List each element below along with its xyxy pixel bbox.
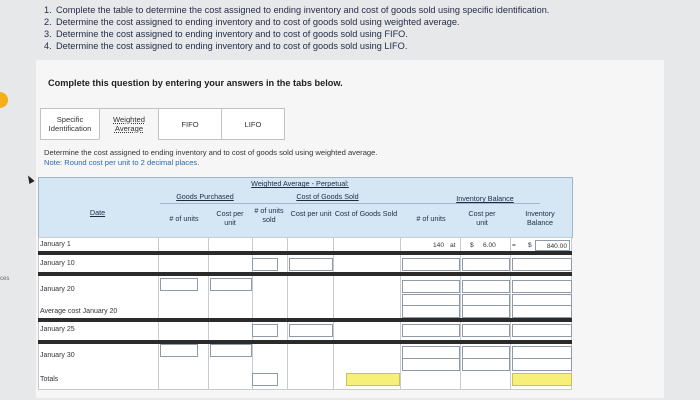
instruction-text: Determine the cost assigned to ending inventory and to cost of goods sold using weighted average.	[44, 148, 378, 157]
separator-bar	[38, 340, 572, 344]
instruction-3: 3. Determine the cost assigned to ending inventory and to cost of goods sold using FIFO.	[44, 29, 408, 39]
input-jan10-units-sold[interactable]	[252, 258, 278, 271]
input-jan30-units[interactable]	[160, 344, 198, 357]
instruction-4: 4. Determine the cost assigned to ending inventory and to cost of goods sold using LIFO.	[44, 41, 408, 51]
input-jan20-cost[interactable]	[210, 278, 252, 291]
instruction-block	[44, 148, 378, 167]
input-jan25-balance-units[interactable]	[402, 324, 460, 337]
side-text: ces	[0, 276, 10, 282]
input-avg-units[interactable]	[402, 305, 460, 318]
jan1-cost: 6.00	[483, 242, 496, 249]
input-total-units-sold[interactable]	[252, 373, 278, 386]
row-label-jan25: January 25	[40, 326, 75, 333]
header-cogs: Cost of Goods Sold	[334, 209, 398, 218]
separator-bar	[38, 251, 572, 255]
input-jan20-units[interactable]	[160, 278, 198, 291]
jan1-dollar-balance: $	[528, 242, 532, 249]
tab-lifo[interactable]: LIFO	[221, 108, 285, 140]
input-jan25-inventory-balance[interactable]	[512, 324, 572, 337]
instructions-list	[44, 4, 549, 52]
row-label-jan30: January 30	[40, 352, 75, 359]
input-jan25-cost-per-unit[interactable]	[289, 324, 333, 337]
row-label-jan1: January 1	[40, 241, 71, 248]
header-balance-units: # of units	[416, 214, 446, 223]
header-cost-of-goods-sold-group: Cost of Goods Sold	[296, 192, 359, 201]
header-units-sold: # of units sold	[254, 206, 284, 224]
row-label-jan20: January 20	[40, 286, 75, 293]
input-jan30-inventory-balance-2[interactable]	[512, 358, 572, 371]
header-sold-cost-per-unit: Cost per unit	[290, 209, 332, 218]
header-purchased-cost-per-unit: Cost per unit	[216, 209, 244, 227]
tab-fifo[interactable]: FIFO	[158, 108, 221, 140]
header-inventory-balance: Inventory Balance	[525, 209, 555, 227]
row-label-jan10: January 10	[40, 260, 75, 267]
input-jan20-balance-units[interactable]	[402, 280, 460, 293]
header-goods-purchased: Goods Purchased	[176, 192, 234, 201]
input-avg-balance[interactable]	[512, 305, 572, 318]
tab-bar	[40, 108, 285, 140]
table-title: Weighted Average - Perpetual:	[251, 179, 349, 188]
jan1-units: 140	[433, 242, 445, 249]
tab-weighted-average[interactable]: Weighted Average	[99, 108, 158, 140]
input-jan10-balance-cost[interactable]	[462, 258, 510, 271]
jan1-balance: 840.00	[535, 240, 570, 251]
row-label-totals: Totals	[40, 376, 59, 383]
input-jan10-cost-per-unit[interactable]	[289, 258, 333, 271]
input-total-cogs[interactable]	[346, 373, 400, 386]
separator-bar	[38, 272, 572, 276]
separator-bar	[38, 318, 572, 322]
input-jan20-balance-cost[interactable]	[462, 280, 510, 293]
input-jan25-units-sold[interactable]	[252, 324, 278, 337]
input-jan10-inventory-balance[interactable]	[512, 258, 572, 271]
header-balance-cost-per-unit: Cost per unit	[468, 209, 496, 227]
input-total-inventory-balance[interactable]	[512, 373, 572, 386]
input-jan30-balance-units-2[interactable]	[402, 358, 460, 371]
input-jan30-balance-cost-2[interactable]	[462, 358, 510, 371]
jan1-at: at	[450, 242, 456, 249]
side-badge-icon	[0, 92, 8, 108]
header-date: Date	[89, 208, 106, 217]
input-jan10-balance-units[interactable]	[402, 258, 460, 271]
input-jan25-balance-cost[interactable]	[462, 324, 510, 337]
jan1-dollar: $	[470, 242, 474, 249]
cursor-icon	[25, 174, 34, 184]
header-purchased-units: # of units	[169, 214, 199, 223]
input-jan30-cost[interactable]	[210, 344, 252, 357]
tab-specific-identification[interactable]: Specific Identification	[40, 108, 99, 140]
note-text: Note: Round cost per unit to 2 decimal places.	[44, 157, 200, 167]
input-avg-cost[interactable]	[462, 305, 510, 318]
input-jan20-inventory-balance[interactable]	[512, 280, 572, 293]
jan1-equals: =	[512, 242, 516, 249]
instruction-2: 2. Determine the cost assigned to ending inventory and to cost of goods sold using weighted average.	[44, 17, 460, 27]
row-label-avg-jan20: Average cost January 20	[40, 308, 118, 315]
card-title: Complete this question by entering your answers in the tabs below.	[48, 78, 343, 88]
header-inventory-balance-group: Inventory Balance	[456, 194, 514, 203]
instruction-1: 1. Complete the table to determine the cost assigned to ending inventory and cost of goods sold using specific identification.	[44, 5, 550, 15]
